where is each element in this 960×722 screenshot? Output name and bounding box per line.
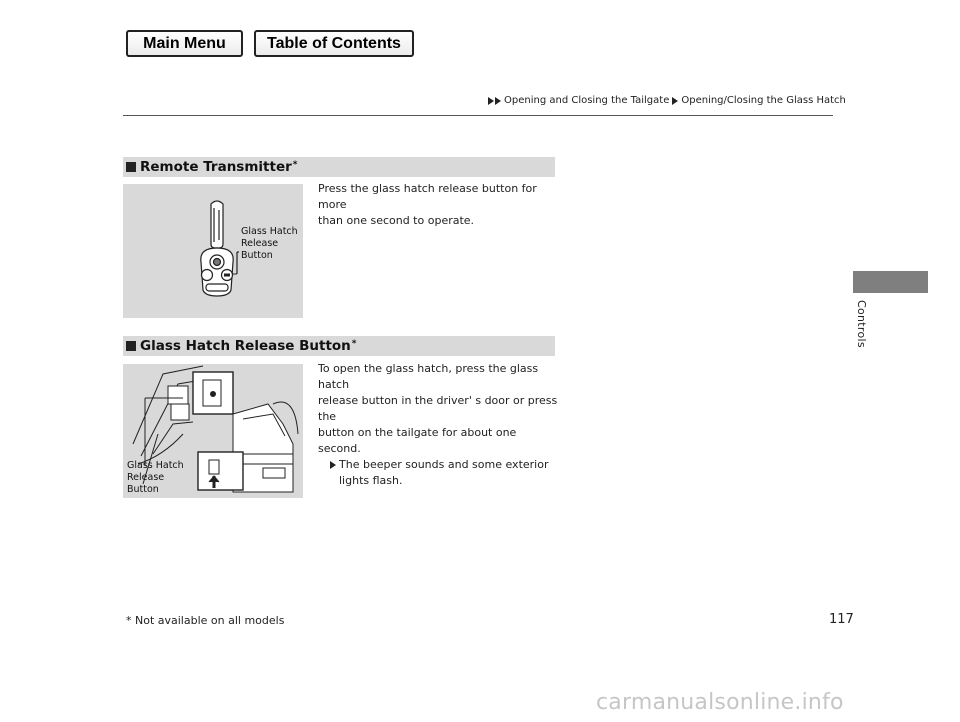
bullet-arrow-icon xyxy=(330,461,336,469)
availability-marker: * xyxy=(351,339,357,349)
result-bullet xyxy=(330,457,558,489)
figure-label-line: Glass Hatch xyxy=(127,460,184,471)
body-line: than one second to operate. xyxy=(318,214,475,227)
section-title: Glass Hatch Release Button xyxy=(140,338,351,354)
bullet-line: lights flash. xyxy=(339,474,403,487)
section1-body xyxy=(318,181,558,229)
figure-label xyxy=(127,460,184,496)
breadcrumb-level1[interactable]: Opening and Closing the Tailgate xyxy=(504,95,670,106)
body-line: Press the glass hatch release button for more xyxy=(318,182,537,211)
watermark: carmanualsonline.info xyxy=(596,690,844,715)
breadcrumb-arrow-icon xyxy=(488,97,494,105)
body-line: button on the tailgate for about one second. xyxy=(318,426,517,455)
bullet-line: The beeper sounds and some exterior xyxy=(339,458,549,471)
figure-label xyxy=(241,226,298,262)
body-line: To open the glass hatch, press the glass hatch xyxy=(318,362,539,391)
section-heading-glass-hatch-release-button xyxy=(123,336,555,356)
section-heading-remote-transmitter xyxy=(123,157,555,177)
figure-label-line: Release xyxy=(241,238,279,249)
header-rule xyxy=(123,115,833,116)
breadcrumb-level2[interactable]: Opening/Closing the Glass Hatch xyxy=(681,95,846,106)
body-line: release button in the driver' s door or press the xyxy=(318,394,558,423)
square-bullet-icon xyxy=(126,341,136,351)
side-tab[interactable] xyxy=(853,271,928,293)
glass-hatch-release-figure xyxy=(123,364,303,498)
figure-label-line: Glass Hatch xyxy=(241,226,298,237)
table-of-contents-button[interactable]: Table of Contents xyxy=(254,30,414,57)
main-menu-button[interactable]: Main Menu xyxy=(126,30,243,57)
breadcrumb-arrow-icon xyxy=(495,97,501,105)
figure-label-line: Button xyxy=(241,250,273,261)
bullet-text xyxy=(339,457,548,489)
figure-label-line: Button xyxy=(127,484,159,495)
availability-marker: * xyxy=(292,160,298,170)
section2-body xyxy=(318,361,558,489)
footnote: * Not available on all models xyxy=(126,614,285,627)
remote-transmitter-figure xyxy=(123,184,303,318)
breadcrumb xyxy=(488,95,846,106)
page-number: 117 xyxy=(829,612,854,627)
breadcrumb-arrow-icon xyxy=(672,97,678,105)
section-title: Remote Transmitter xyxy=(140,159,292,175)
side-tab-label: Controls xyxy=(855,300,868,348)
square-bullet-icon xyxy=(126,162,136,172)
figure-label-line: Release xyxy=(127,472,165,483)
